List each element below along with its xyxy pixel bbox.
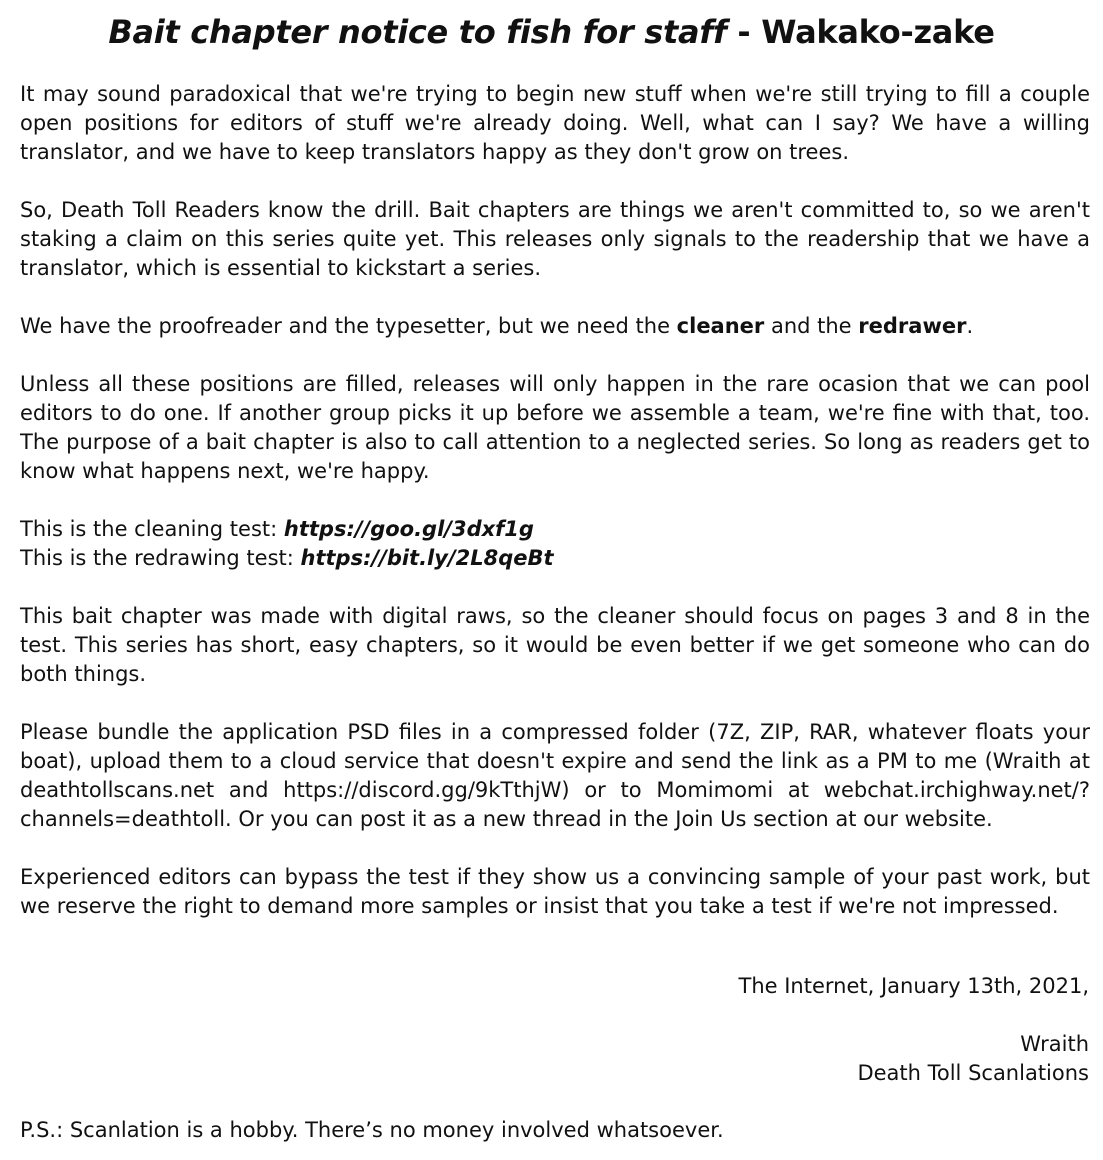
date-line: The Internet, January 13th, 2021, (738, 974, 1089, 998)
position-cleaner: cleaner (676, 314, 765, 338)
signature-block (739, 972, 1090, 1088)
redrawing-test-line (20, 544, 1090, 573)
paragraph-intro: It may sound paradoxical that we're trying to begin new stuff when we're still trying to fill a couple open positions for editors of stuff we're already doing. Well, what can I say? We have a willing translator, and we have to keep translators happy as they don't grow on trees. (20, 82, 1090, 164)
notice-body (20, 80, 1090, 950)
paragraph-bait-explanation: So, Death Toll Readers know the drill. Bait chapters are things we aren't committed to, so we aren't staking a claim on this series quite yet. This releases only signals to the readership that we have a translator, which is essential to kickstart a series. (20, 198, 1090, 280)
paragraph-raws-note: This bait chapter was made with digital raws, so the cleaner should focus on pages 3 and 8 in the test. This series has short, easy chapters, so it would be even better if we get someone who can do both things. (20, 604, 1090, 686)
redrawing-test-label: This is the redrawing test: (20, 546, 301, 570)
cleaning-test-label: This is the cleaning test: (20, 517, 284, 541)
cleaning-test-line (20, 515, 1090, 544)
positions-text-mid: and the (764, 314, 859, 338)
title-separator: - (726, 13, 762, 51)
title-series-name: Wakako-zake (761, 13, 995, 51)
paragraph-conditions: Unless all these positions are filled, releases will only happen in the rare ocasion that we can pool editors to do one. If another group picks it up before we assemble a team, we're fine with that, too. The purpose of a bait chapter is also to call attention to a neglected series. So long as readers get to know what happens next, we're happy. (20, 372, 1090, 483)
positions-text-pre: We have the proofreader and the typesetter, but we need the (20, 314, 677, 338)
signature-name: Wraith (1020, 1032, 1089, 1056)
signature-group: Death Toll Scanlations (857, 1061, 1089, 1085)
redrawing-test-link[interactable]: https://bit.ly/2L8qeBt (300, 546, 554, 570)
paragraph-positions (20, 312, 1090, 341)
paragraph-submission: Please bundle the application PSD files in a compressed folder (7Z, ZIP, RAR, whatever floats your boat), upload them to a cloud service that doesn't expire and send the link as a PM to me (Wraith at deathtollscans.net and https://discord.gg/9kTthjW) or to Momimomi at webchat.irchighway.net/?channels=deathtoll. Or you can post it as a new thread in the Join Us section at our website. (20, 720, 1090, 831)
positions-text-end: . (966, 314, 974, 338)
paragraph-experienced-editors: Experienced editors can bypass the test if they show us a convincing sample of your past work, but we reserve the right to demand more samples or insist that you take a test if we're not impressed. (20, 865, 1090, 918)
cleaning-test-link[interactable]: https://goo.gl/3dxf1g (283, 517, 534, 541)
page-title (0, 12, 1103, 52)
postscript: P.S.: Scanlation is a hobby. There’s no money involved whatsoever. (20, 1118, 724, 1142)
title-italic-part: Bait chapter notice to fish for staff (108, 13, 727, 51)
position-redrawer: redrawer (858, 314, 967, 338)
